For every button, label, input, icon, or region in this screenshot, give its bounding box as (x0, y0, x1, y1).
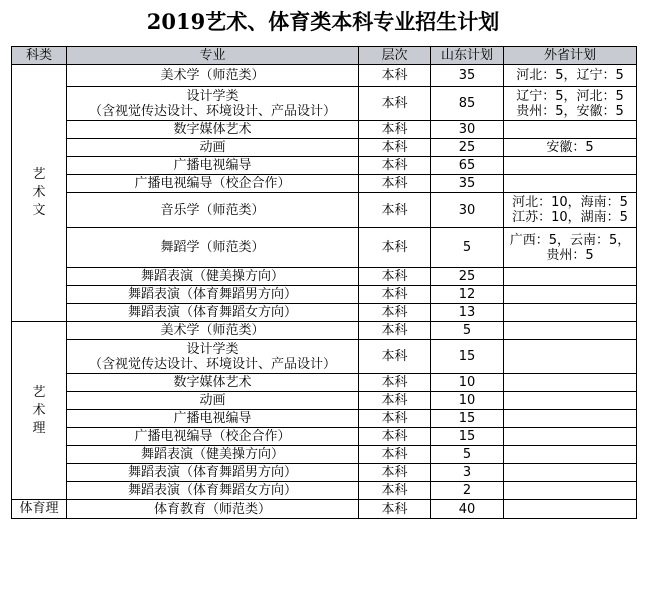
shandong-plan-cell: 12 (431, 286, 504, 304)
table-row (12, 322, 637, 340)
major-cell: 体育教育（师范类） (67, 500, 359, 519)
level-cell: 本科 (359, 65, 431, 87)
major-cell: 广播电视编导 (67, 410, 359, 428)
shandong-plan-cell: 13 (431, 304, 504, 322)
table-row (12, 65, 637, 87)
table-row (12, 193, 637, 228)
shandong-plan-cell: 15 (431, 340, 504, 374)
category-cell: 艺 术 理 (12, 322, 67, 500)
table-row (12, 121, 637, 139)
major-cell: 舞蹈表演（体育舞蹈女方向） (67, 304, 359, 322)
other-province-plan-cell (504, 268, 637, 286)
table-body (12, 65, 637, 519)
level-cell: 本科 (359, 374, 431, 392)
major-cell: 舞蹈表演（体育舞蹈女方向） (67, 482, 359, 500)
other-province-plan-cell: 安徽：5 (504, 139, 637, 157)
table-row (12, 428, 637, 446)
shandong-plan-cell: 85 (431, 87, 504, 121)
header-category: 科类 (12, 47, 67, 65)
enrollment-plan-table (11, 46, 637, 519)
shandong-plan-cell: 65 (431, 157, 504, 175)
major-cell: 美术学（师范类） (67, 65, 359, 87)
table-row (12, 286, 637, 304)
level-cell: 本科 (359, 268, 431, 286)
shandong-plan-cell: 25 (431, 268, 504, 286)
level-cell: 本科 (359, 175, 431, 193)
other-province-plan-cell (504, 286, 637, 304)
major-cell: 广播电视编导（校企合作） (67, 175, 359, 193)
other-province-plan-cell (504, 428, 637, 446)
major-cell: 数字媒体艺术 (67, 374, 359, 392)
major-cell: 动画 (67, 139, 359, 157)
table-row (12, 304, 637, 322)
table-header-row (12, 47, 637, 65)
major-cell: 广播电视编导（校企合作） (67, 428, 359, 446)
other-province-plan-cell: 河北：5，辽宁：5 (504, 65, 637, 87)
major-cell: 动画 (67, 392, 359, 410)
other-province-plan-cell (504, 482, 637, 500)
shandong-plan-cell: 5 (431, 228, 504, 268)
category-cell: 体育理 (12, 500, 67, 519)
other-province-plan-cell: 辽宁：5，河北：5 贵州：5，安徽：5 (504, 87, 637, 121)
other-province-plan-cell: 河北：10，海南：5 江苏：10，湖南：5 (504, 193, 637, 228)
level-cell: 本科 (359, 446, 431, 464)
other-province-plan-cell: 广西：5，云南：5， 贵州：5 (504, 228, 637, 268)
level-cell: 本科 (359, 340, 431, 374)
shandong-plan-cell: 2 (431, 482, 504, 500)
table-row (12, 157, 637, 175)
table-row (12, 175, 637, 193)
other-province-plan-cell (504, 446, 637, 464)
other-province-plan-cell (504, 322, 637, 340)
shandong-plan-cell: 30 (431, 193, 504, 228)
major-cell: 数字媒体艺术 (67, 121, 359, 139)
category-cell: 艺 术 文 (12, 65, 67, 322)
level-cell: 本科 (359, 121, 431, 139)
shandong-plan-cell: 10 (431, 392, 504, 410)
table-row (12, 268, 637, 286)
other-province-plan-cell (504, 304, 637, 322)
level-cell: 本科 (359, 428, 431, 446)
shandong-plan-cell: 15 (431, 410, 504, 428)
other-province-plan-cell (504, 121, 637, 139)
table-row (12, 410, 637, 428)
other-province-plan-cell (504, 410, 637, 428)
shandong-plan-cell: 35 (431, 175, 504, 193)
table-row (12, 87, 637, 121)
shandong-plan-cell: 40 (431, 500, 504, 519)
other-province-plan-cell (504, 157, 637, 175)
level-cell: 本科 (359, 87, 431, 121)
other-province-plan-cell (504, 464, 637, 482)
major-cell: 舞蹈学（师范类） (67, 228, 359, 268)
level-cell: 本科 (359, 139, 431, 157)
level-cell: 本科 (359, 286, 431, 304)
header-other-province-plan: 外省计划 (504, 47, 637, 65)
level-cell: 本科 (359, 464, 431, 482)
major-cell: 舞蹈表演（体育舞蹈男方向） (67, 464, 359, 482)
level-cell: 本科 (359, 410, 431, 428)
table-row (12, 340, 637, 374)
shandong-plan-cell: 30 (431, 121, 504, 139)
major-cell: 设计学类 （含视觉传达设计、环境设计、产品设计） (67, 87, 359, 121)
level-cell: 本科 (359, 482, 431, 500)
major-cell: 音乐学（师范类） (67, 193, 359, 228)
table-row (12, 482, 637, 500)
major-cell: 广播电视编导 (67, 157, 359, 175)
level-cell: 本科 (359, 228, 431, 268)
table-row (12, 446, 637, 464)
other-province-plan-cell (504, 500, 637, 519)
level-cell: 本科 (359, 304, 431, 322)
shandong-plan-cell: 3 (431, 464, 504, 482)
table-row (12, 500, 637, 519)
shandong-plan-cell: 10 (431, 374, 504, 392)
other-province-plan-cell (504, 392, 637, 410)
level-cell: 本科 (359, 500, 431, 519)
other-province-plan-cell (504, 374, 637, 392)
table-row (12, 392, 637, 410)
level-cell: 本科 (359, 322, 431, 340)
table-row (12, 139, 637, 157)
header-major: 专业 (67, 47, 359, 65)
level-cell: 本科 (359, 157, 431, 175)
shandong-plan-cell: 5 (431, 446, 504, 464)
header-level: 层次 (359, 47, 431, 65)
table-row (12, 464, 637, 482)
other-province-plan-cell (504, 340, 637, 374)
table-row (12, 228, 637, 268)
major-cell: 舞蹈表演（健美操方向） (67, 446, 359, 464)
major-cell: 美术学（师范类） (67, 322, 359, 340)
major-cell: 舞蹈表演（体育舞蹈男方向） (67, 286, 359, 304)
major-cell: 舞蹈表演（健美操方向） (67, 268, 359, 286)
shandong-plan-cell: 15 (431, 428, 504, 446)
page-title: 2019艺术、体育类本科专业招生计划 (146, 9, 500, 34)
shandong-plan-cell: 25 (431, 139, 504, 157)
level-cell: 本科 (359, 392, 431, 410)
shandong-plan-cell: 35 (431, 65, 504, 87)
shandong-plan-cell: 5 (431, 322, 504, 340)
other-province-plan-cell (504, 175, 637, 193)
header-shandong-plan: 山东计划 (431, 47, 504, 65)
level-cell: 本科 (359, 193, 431, 228)
major-cell: 设计学类 （含视觉传达设计、环境设计、产品设计） (67, 340, 359, 374)
table-row (12, 374, 637, 392)
